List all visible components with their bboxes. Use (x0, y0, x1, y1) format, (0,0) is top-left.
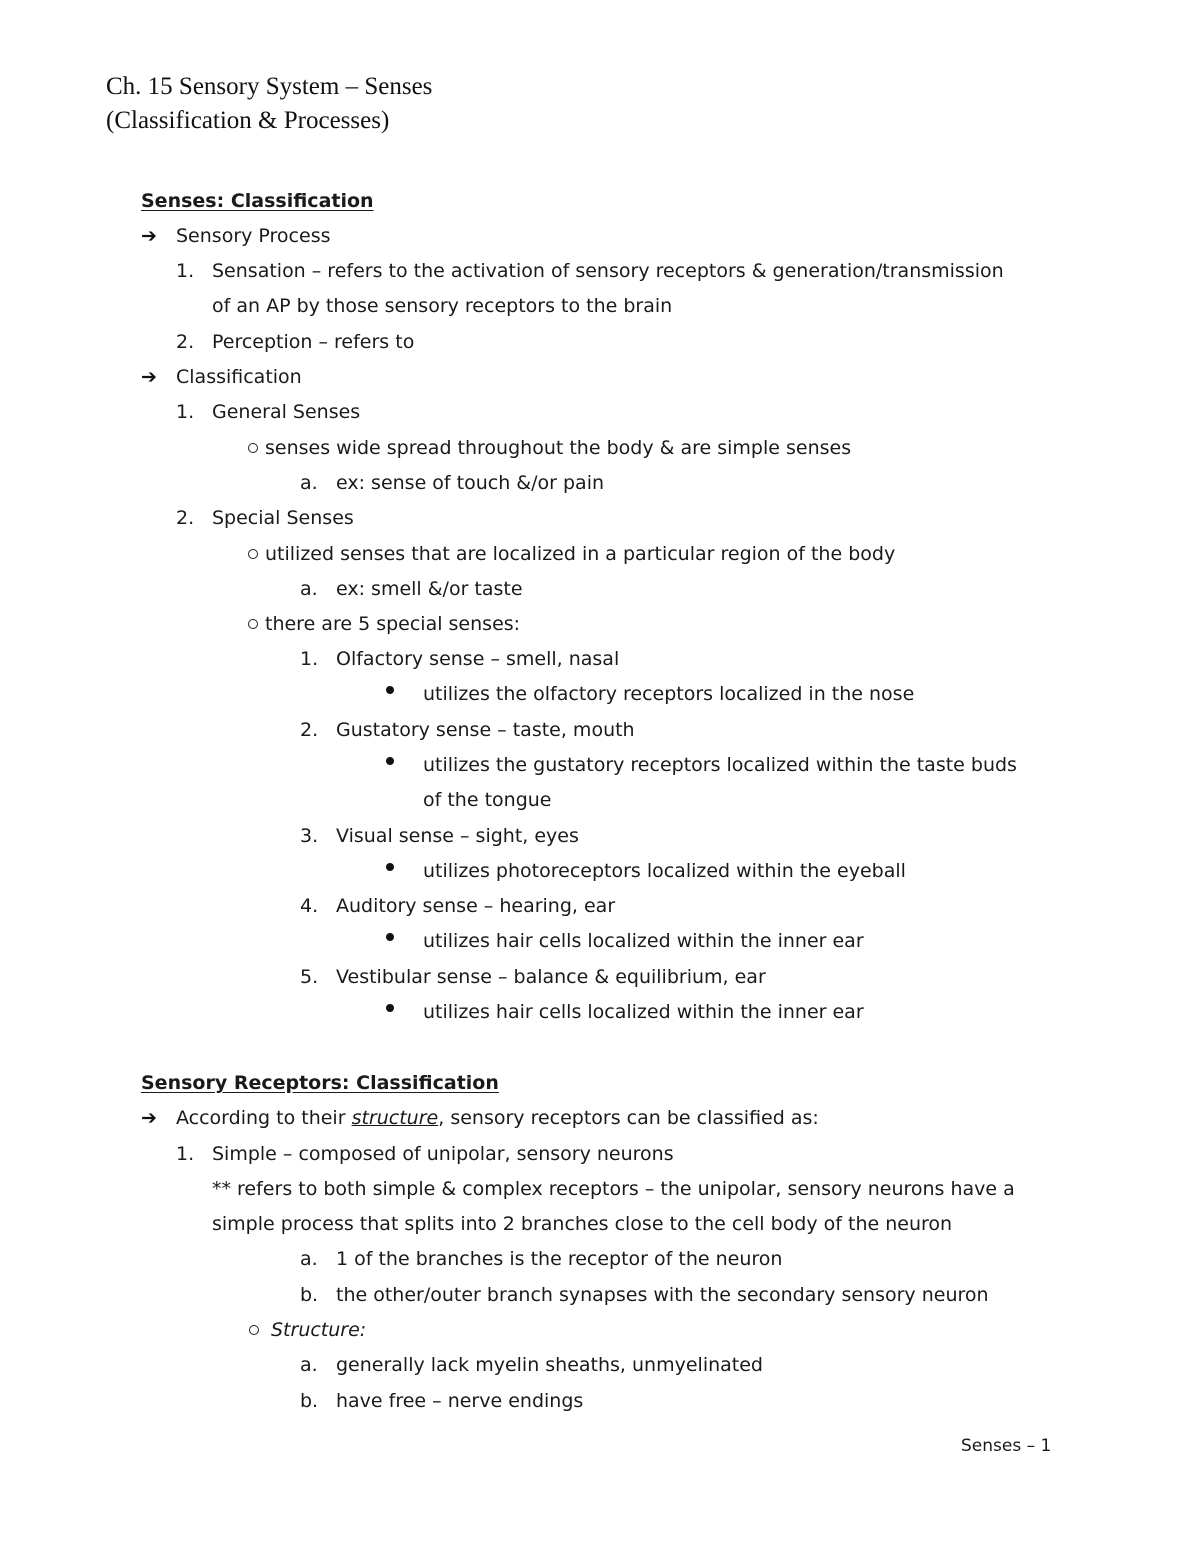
list-letter: b. (300, 1284, 319, 1306)
list-number: 2. (176, 507, 195, 529)
solid-bullet-icon (386, 686, 394, 694)
classification-label: Classification (176, 366, 302, 388)
structure-intro (176, 1105, 819, 1131)
structure-intro-post: , sensory receptors can be classified as: (438, 1107, 819, 1129)
gustatory-detail-cont: of the tongue (423, 789, 552, 811)
section-heading-receptors: Sensory Receptors: Classification (141, 1072, 499, 1094)
sensation-text: Sensation – refers to the activation of sensory receptors & generation/transmission (212, 260, 1004, 282)
sensation-text-cont: of an AP by those sensory receptors to the brain (212, 295, 673, 317)
gustatory-detail: utilizes the gustatory receptors localized within the taste buds (423, 754, 1017, 776)
list-number: 1. (300, 648, 319, 670)
auditory-sense: Auditory sense – hearing, ear (336, 895, 616, 917)
vestibular-detail: utilizes hair cells localized within the inner ear (423, 1001, 864, 1023)
document-title: Ch. 15 Sensory System – Senses (106, 73, 433, 100)
olfactory-sense: Olfactory sense – smell, nasal (336, 648, 620, 670)
list-number: 3. (300, 825, 319, 847)
special-senses-label: Special Senses (212, 507, 354, 529)
list-number: 1. (176, 1143, 195, 1165)
olfactory-detail: utilizes the olfactory receptors localized in the nose (423, 683, 915, 705)
solid-bullet-icon (386, 933, 394, 941)
general-senses-label: General Senses (212, 401, 361, 423)
hollow-circle-bullet-icon (249, 1325, 259, 1335)
page-footer: Senses – 1 (961, 1436, 1052, 1456)
visual-detail: utilizes photoreceptors localized within the eyeball (423, 860, 906, 882)
arrow-bullet-icon: ➔ (141, 225, 157, 247)
perception-text: Perception – refers to (212, 331, 415, 353)
sensory-process-label: Sensory Process (176, 225, 331, 247)
structure-myelin: generally lack myelin sheaths, unmyelinated (336, 1354, 763, 1376)
list-letter: b. (300, 1390, 319, 1412)
list-number: 2. (176, 331, 195, 353)
hollow-circle-bullet-icon (248, 619, 258, 629)
document-subtitle: (Classification & Processes) (106, 107, 390, 134)
solid-bullet-icon (386, 863, 394, 871)
general-senses-example: ex: sense of touch &/or pain (336, 472, 605, 494)
list-number: 1. (176, 260, 195, 282)
list-number: 2. (300, 719, 319, 741)
list-number: 1. (176, 401, 195, 423)
list-number: 5. (300, 966, 319, 988)
arrow-bullet-icon: ➔ (141, 1107, 157, 1129)
structure-intro-pre: According to their (176, 1107, 352, 1129)
simple-receptors: Simple – composed of unipolar, sensory neurons (212, 1143, 674, 1165)
branch-synapse: the other/outer branch synapses with the secondary sensory neuron (336, 1284, 989, 1306)
arrow-bullet-icon: ➔ (141, 366, 157, 388)
structure-label: Structure: (271, 1319, 367, 1341)
gustatory-sense: Gustatory sense – taste, mouth (336, 719, 635, 741)
list-letter: a. (300, 578, 318, 600)
list-letter: a. (300, 1354, 318, 1376)
hollow-circle-bullet-icon (248, 549, 258, 559)
structure-emphasis: structure (351, 1107, 439, 1129)
auditory-detail: utilizes hair cells localized within the inner ear (423, 930, 864, 952)
structure-nerve-endings: have free – nerve endings (336, 1390, 584, 1412)
solid-bullet-icon (386, 757, 394, 765)
receptors-note-cont: simple process that splits into 2 branches close to the cell body of the neuron (212, 1213, 953, 1235)
special-senses-desc: utilized senses that are localized in a particular region of the body (265, 543, 896, 565)
vestibular-sense: Vestibular sense – balance & equilibrium, ear (336, 966, 766, 988)
hollow-circle-bullet-icon (248, 443, 258, 453)
list-number: 4. (300, 895, 319, 917)
section-heading-senses: Senses: Classification (141, 190, 374, 212)
special-senses-example: ex: smell &/or taste (336, 578, 523, 600)
list-letter: a. (300, 1248, 318, 1270)
list-letter: a. (300, 472, 318, 494)
receptors-note: ** refers to both simple & complex receptors – the unipolar, sensory neurons have a (212, 1178, 1015, 1200)
general-senses-desc: senses wide spread throughout the body & are simple senses (265, 437, 852, 459)
visual-sense: Visual sense – sight, eyes (336, 825, 579, 847)
branch-receptor: 1 of the branches is the receptor of the neuron (336, 1248, 783, 1270)
solid-bullet-icon (386, 1004, 394, 1012)
five-special-senses: there are 5 special senses: (265, 613, 521, 635)
